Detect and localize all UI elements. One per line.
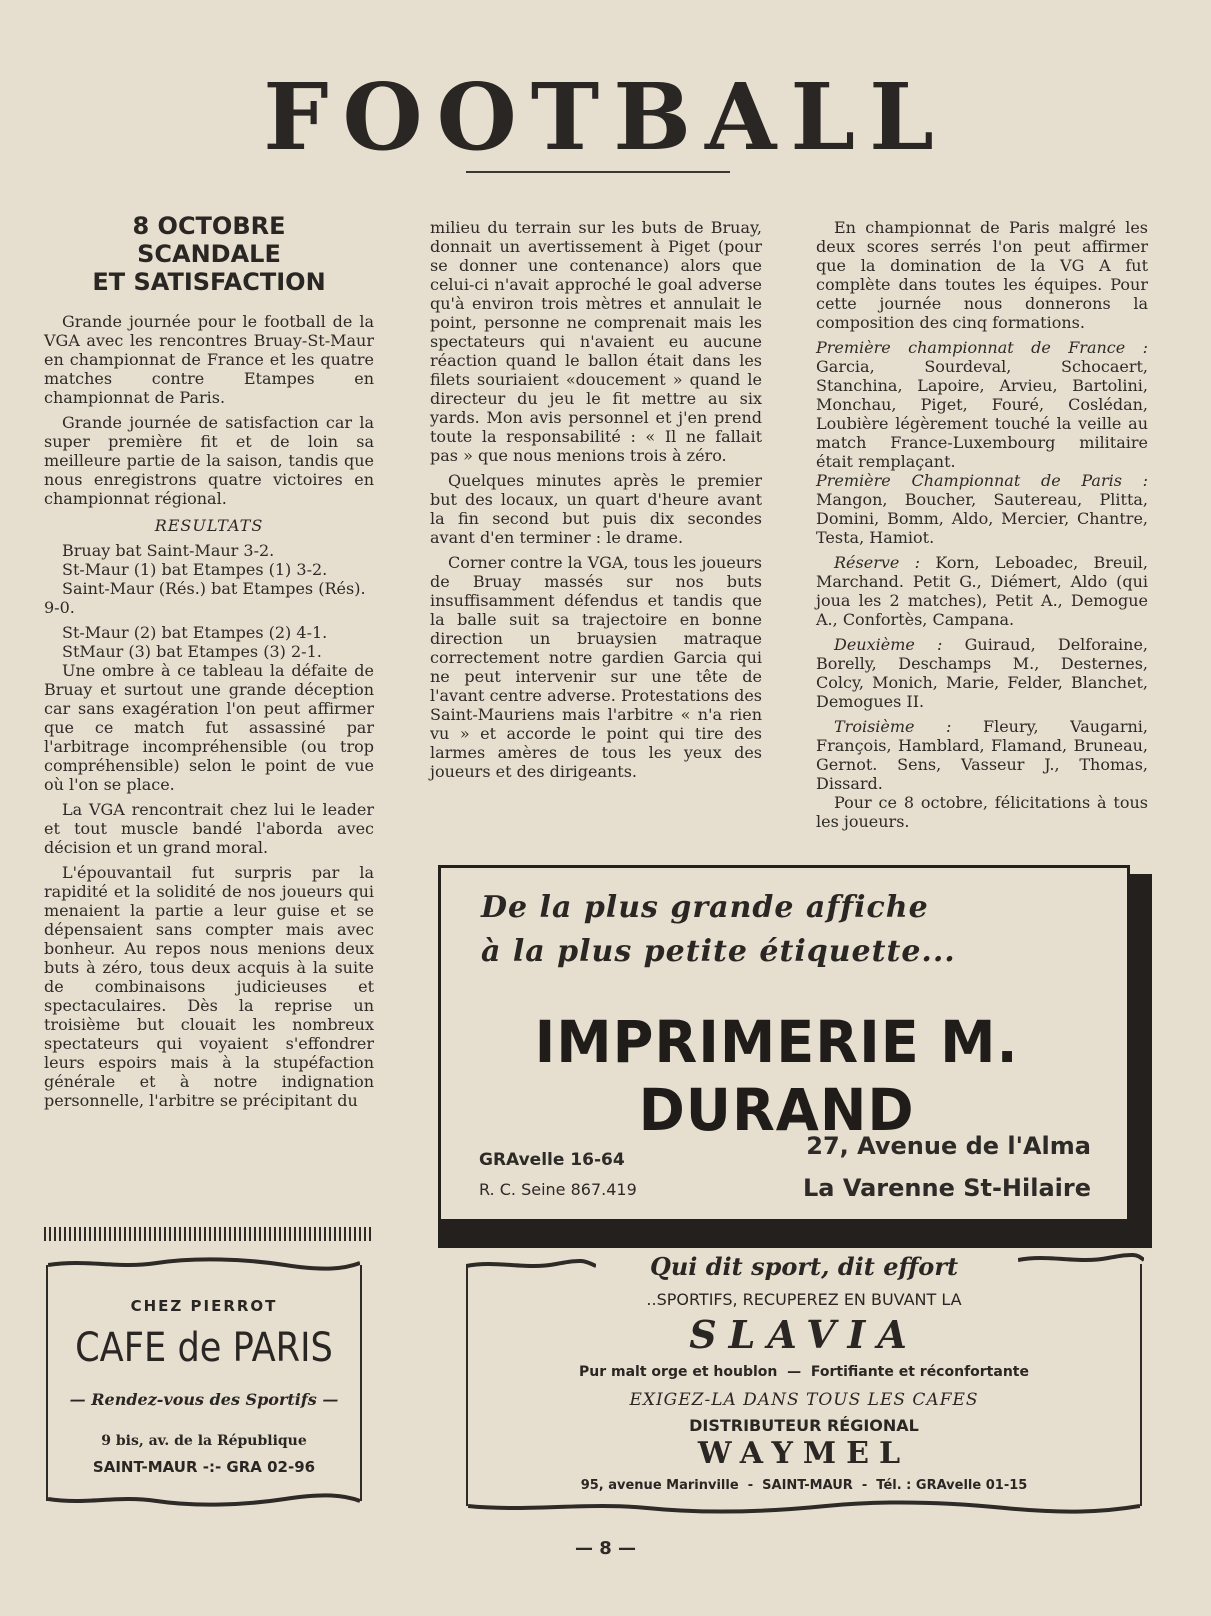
team-players: Fleury, Vaugarni, François, Hamblard, Flamand, Bruneau, Gernot. Sens, Vasseur J., Thomas, Dissard. [816, 717, 1149, 793]
slavia-distributor: WAYMEL [697, 1436, 911, 1471]
column-separator-hatch [44, 1227, 372, 1241]
slavia-feature-sep: — [787, 1364, 802, 1380]
slavia-footer: 95, avenue Marinville - SAINT-MAUR - Tél. : GRAvelle 01-15 [580, 1478, 1028, 1493]
slavia-feature-right: Fortifiante et réconfortante [810, 1364, 1029, 1380]
page-number: — 8 — [574, 1538, 637, 1559]
paragraph: Une ombre à ce tableau la défaite de Bruay et surtout une grande déception car sans exagération l'on peut affirmer que ce match fut assassiné par l'arbitrage incompréhensible (ou trop compréhensible) selon le point de vue où l'on se place. [44, 661, 374, 794]
team-players: Garcia, Sourdeval, Schocaert, Stanchina, Lapoire, Arvieu, Bartolini, Monchau, Piget, Fouré, Coslédan, Loubière légèrement touché la veille au match France-Luxembourg militaire était remplaçant. [816, 357, 1148, 471]
paragraph: Pour ce 8 octobre, félicitations à tous les joueurs. [816, 793, 1148, 831]
team-players: Guiraud, Delforaine, Borelly, Deschamps M., Desternes, Colcy, Monich, Marie, Felder, Blanchet, Demogues II. [816, 635, 1148, 711]
team-label: Troisième : [834, 717, 952, 736]
cafe-tagline: — Rendez-vous des Sportifs — [69, 1390, 339, 1409]
results-title: RESULTATS [154, 516, 264, 535]
article-headline [44, 212, 374, 296]
team-players: Mangon, Boucher, Sautereau, Plitta, Domini, Bomm, Aldo, Mercier, Chantre, Testa, Hamiot. [816, 490, 1148, 547]
slavia-line1: ..SPORTIFS, RECUPEREZ EN BUVANT LA [646, 1290, 962, 1309]
cafe-wave-top [48, 1257, 360, 1271]
slavia-slogan: Qui dit sport, dit effort [649, 1252, 959, 1281]
durand-ad [438, 865, 1130, 1222]
team-players: Korn, Leboadec, Breuil, Marchand. Petit G., Diémert, Aldo (qui joua les 2 matches), Petit A., Demogue A., Confortès, Campana. [816, 553, 1148, 629]
team-label: Réserve : [834, 553, 921, 572]
title-rule [466, 171, 730, 173]
result-line: Bruay bat Saint-Maur 3-2. [62, 541, 275, 560]
article-column-1 [44, 212, 374, 1116]
durand-address-city: La Varenne St-Hilaire [802, 1174, 1091, 1202]
paragraph: L'épouvantail fut surpris par la rapidité et la solidité de nos joueurs qui menaient la partie a leur guise et se dépensaient sans compter mais avec bonheur. Au repos nous menions deux buts à zéro, tous deux acquis à la suite de combinaisons judicieuses et spectaculaires. Dès la reprise un troisième but clouait les nombreux spectateurs qui voyaient s'effondrer leurs espoirs mais à la stupéfaction générale et à notre indignation personnelle, l'arbitre se précipitant du [44, 863, 374, 1110]
headline-line: 8 OCTOBRE [132, 212, 286, 240]
slavia-brand: SLAVIA [689, 1312, 919, 1357]
slavia-wave-bottom [468, 1500, 1140, 1514]
durand-address-street: 27, Avenue de l'Alma [806, 1132, 1091, 1160]
paragraph: En championnat de Paris malgré les deux scores serrés l'on peut affirmer que la domination de la VG A fut complète dans toutes les équipes. Pour cette journée nous donnerons la composition des cinq formations. [816, 218, 1148, 332]
result-line: St-Maur (2) bat Etampes (2) 4-1. [62, 623, 328, 642]
headline-line: SCANDALE [137, 240, 281, 268]
cafe-wave-bottom [48, 1493, 360, 1507]
durand-script-line: à la plus petite étiquette... [481, 934, 956, 969]
team-label: Première Championnat de Paris : [816, 471, 1148, 490]
cafe-city-phone: SAINT-MAUR -:- GRA 02-96 [92, 1458, 316, 1476]
cafe-owner: CHEZ PIERROT [130, 1297, 278, 1315]
slavia-feature-left: Pur malt orge et houblon [579, 1364, 778, 1380]
slavia-line2: EXIGEZ-LA DANS TOUS LES CAFES [629, 1390, 979, 1410]
result-line: Saint-Maur (Rés.) bat Etampes (Rés). 9-0. [44, 579, 366, 617]
page-title: FOOTBALL [263, 63, 948, 171]
durand-script-line: De la plus grande affiche [481, 890, 929, 925]
paragraph: Corner contre la VGA, tous les joueurs de Bruay massés sur nos buts insuffisamment défendus et tandis que la balle suit sa trajectoire en bonne direction un bruaysien matraque correctement notre gardien Garcia qui ne peut intervenir sur une tête de l'avant centre adverse. Protestations des Saint-Mauriens mais l'arbitre « n'a rien vu » et accorde le point qui tire des larmes amères de tous les yeux des joueurs et des dirigeants. [430, 553, 762, 781]
team-label: Première championnat de France : [816, 338, 1148, 357]
paragraph: Grande journée pour le football de la VGA avec les rencontres Bruay-St-Maur en championnat de France et les quatre matches contre Etampes en championnat de Paris. [44, 312, 374, 407]
cafe-ad [46, 1265, 362, 1501]
article-column-2 [430, 218, 762, 787]
team-lineup [816, 553, 1148, 629]
paragraph: La VGA rencontrait chez lui le leader et tout muscle bandé l'aborda avec décision et un grand moral. [44, 800, 374, 857]
slavia-features [468, 1364, 1140, 1380]
slavia-ad [466, 1252, 1142, 1506]
paragraph: milieu du terrain sur les buts de Bruay, donnait un avertissement à Piget (pour se donner une contenance) alors que celui-ci n'avait approché le goal adverse qu'à environ trois mètres et annulait le point, personne ne comprenait mais les spectateurs qui n'avaient eu aucune réaction quand le ballon était dans les filets souriaient «doucement » quand le directeur du jeu le fit mettre au six yards. Mon avis personnel et j'en prend toute la responsabilité : « Il ne fallait pas » que nous menions trois à zéro. [430, 218, 762, 465]
headline-line: ET SATISFACTION [92, 268, 326, 296]
team-label: Deuxième : [834, 635, 943, 654]
slavia-line3: DISTRIBUTEUR RÉGIONAL [689, 1416, 919, 1435]
team-lineup [816, 635, 1148, 711]
team-lineup [816, 717, 1148, 793]
article-column-3 [816, 218, 1148, 837]
result-line: St-Maur (1) bat Etampes (1) 3-2. [62, 560, 328, 579]
team-lineup [816, 338, 1148, 471]
cafe-name: CAFE de PARIS [75, 1325, 333, 1371]
team-lineup [816, 471, 1148, 547]
paragraph: Grande journée de satisfaction car la super première fit et de loin sa meilleure partie de la saison, tandis que nous enregistrons quatre victoires en championnat régional. [44, 413, 374, 508]
durand-rc: R. C. Seine 867.419 [479, 1180, 637, 1199]
result-line: StMaur (3) bat Etampes (3) 2-1. [62, 642, 322, 661]
durand-name: IMPRIMERIE M. DURAND [534, 1008, 1019, 1144]
durand-phone: GRAvelle 16-64 [479, 1150, 625, 1170]
cafe-address: 9 bis, av. de la République [101, 1433, 307, 1449]
paragraph: Quelques minutes après le premier but des locaux, un quart d'heure avant la fin second but puis dix secondes avant d'en terminer : le drame. [430, 471, 762, 547]
